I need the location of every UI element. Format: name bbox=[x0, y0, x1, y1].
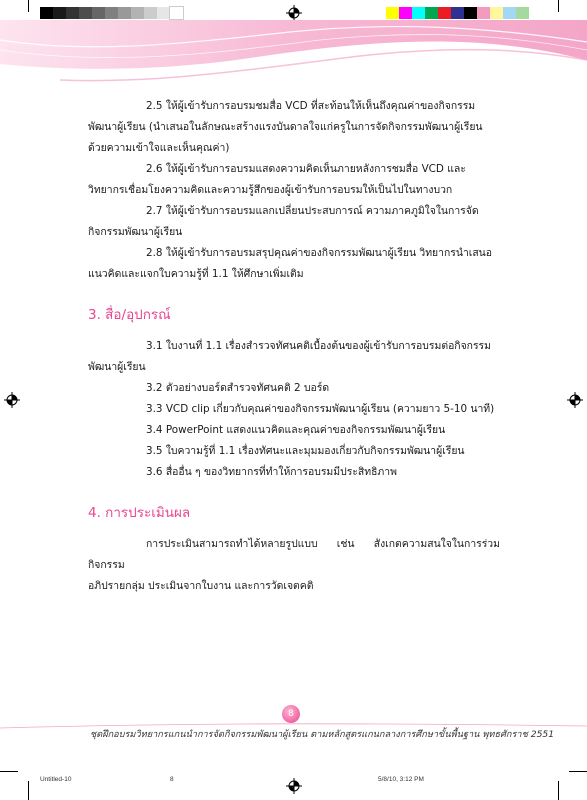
crop-mark bbox=[0, 771, 18, 772]
color-swatch bbox=[477, 7, 490, 19]
paragraph-line: การประเมินสามารถทำได้หลายรูปแบบ เช่น สังเกตความสนใจในการร่วมกิจกรรม bbox=[88, 538, 500, 571]
footer-caption: ชุดฝึกอบรมวิทยากรแกนนำการจัดกิจกรรมพัฒนาผู้เรียน ตามหลักสูตรแกนกลางการศึกษาขั้นพื้นฐาน พุทธศักราช 2551 bbox=[90, 729, 555, 740]
color-swatch bbox=[170, 7, 183, 19]
list-item: 3.4 PowerPoint แสดงแนวคิดและคุณค่าของกิจกรรมพัฒนาผู้เรียน bbox=[146, 424, 446, 436]
paragraph-line: กิจกรรมพัฒนาผู้เรียน bbox=[88, 226, 183, 238]
paragraph-line: อภิปรายกลุ่ม ประเมินจากใบงาน และการวัดเจตคติ bbox=[88, 580, 314, 592]
color-swatch bbox=[464, 7, 477, 19]
list-item-continuation: พัฒนาผู้เรียน bbox=[88, 361, 146, 373]
color-swatch bbox=[66, 7, 79, 19]
paragraph-2-5 bbox=[88, 96, 500, 159]
color-swatch bbox=[386, 7, 399, 19]
registration-mark-right bbox=[567, 392, 583, 408]
crop-mark bbox=[558, 0, 559, 12]
page-number: 8 bbox=[288, 709, 294, 719]
color-swatch bbox=[451, 7, 464, 19]
registration-mark-left bbox=[4, 392, 20, 408]
color-swatch bbox=[399, 7, 412, 19]
list-item: 3.1 ใบงานที่ 1.1 เรื่องสำรวจทัศนคติเบื้องต้นของผู้เข้ารับการอบรมต่อกิจกรรม bbox=[146, 340, 491, 352]
color-swatch bbox=[40, 7, 53, 19]
color-swatch bbox=[131, 7, 144, 19]
list-item: 3.3 VCD clip เกี่ยวกับคุณค่าของกิจกรรมพัฒนาผู้เรียน (ความยาว 5-10 นาที) bbox=[146, 403, 495, 415]
crop-mark bbox=[28, 0, 29, 12]
color-bar-process bbox=[386, 7, 529, 19]
paragraph-2-7 bbox=[88, 201, 500, 243]
color-swatch bbox=[53, 7, 66, 19]
slug-date: 5/8/10, 3:12 PM bbox=[378, 776, 424, 783]
list-item: 3.6 สื่ออื่น ๆ ของวิทยากรที่ทำให้การอบรมมีประสิทธิภาพ bbox=[146, 466, 397, 478]
registration-mark-top bbox=[286, 5, 302, 21]
color-bar-grayscale bbox=[40, 7, 183, 19]
crop-mark bbox=[569, 771, 587, 772]
page-number-badge bbox=[282, 705, 300, 723]
slug-page: 8 bbox=[170, 776, 174, 783]
paragraph-line: วิทยากรเชื่อมโยงความคิดและความรู้สึกของผู้เข้ารับการอบรมให้เป็นไปในทางบวก bbox=[88, 184, 453, 196]
crop-mark bbox=[28, 781, 29, 800]
color-swatch bbox=[118, 7, 131, 19]
color-swatch bbox=[144, 7, 157, 19]
color-swatch bbox=[412, 7, 425, 19]
paragraph-2-6 bbox=[88, 159, 500, 201]
color-swatch bbox=[157, 7, 170, 19]
header-wave-decoration bbox=[0, 20, 587, 100]
color-swatch bbox=[105, 7, 118, 19]
section-heading-evaluation: 4. การประเมินผล bbox=[88, 505, 191, 521]
color-swatch bbox=[438, 7, 451, 19]
slug-filename: Untitled-10 bbox=[40, 776, 72, 783]
paragraph-line: 2.5 ให้ผู้เข้ารับการอบรมชมสื่อ VCD ที่สะท้อนให้เห็นถึงคุณค่าของกิจกรรม bbox=[146, 100, 476, 112]
color-swatch bbox=[490, 7, 503, 19]
registration-mark-bottom bbox=[286, 778, 302, 794]
paragraph-line: พัฒนาผู้เรียน (นำเสนอในลักษณะสร้างแรงบันดาลใจแก่ครูในการจัดกิจกรรมพัฒนาผู้เรียน bbox=[88, 121, 483, 133]
list-item: 3.5 ใบความรู้ที่ 1.1 เรื่องทัศนะและมุมมองเกี่ยวกับกิจกรรมพัฒนาผู้เรียน bbox=[146, 445, 465, 457]
paragraph-line: 2.7 ให้ผู้เข้ารับการอบรมแลกเปลี่ยนประสบการณ์ ความภาคภูมิใจในการจัด bbox=[146, 205, 479, 217]
color-swatch bbox=[92, 7, 105, 19]
paragraph-line: 2.8 ให้ผู้เข้ารับการอบรมสรุปคุณค่าของกิจกรรมพัฒนาผู้เรียน วิทยากรนำเสนอ bbox=[146, 247, 493, 259]
document-body bbox=[88, 96, 500, 597]
color-swatch bbox=[79, 7, 92, 19]
paragraph-2-8 bbox=[88, 243, 500, 285]
color-swatch bbox=[516, 7, 529, 19]
paragraph-line: ด้วยความเข้าใจและเห็นคุณค่า) bbox=[88, 142, 230, 154]
paragraph-line: แนวคิดและแจกใบความรู้ที่ 1.1 ให้ศึกษาเพิ่มเติม bbox=[88, 268, 304, 280]
crop-mark bbox=[558, 781, 559, 800]
color-swatch bbox=[503, 7, 516, 19]
color-swatch bbox=[425, 7, 438, 19]
paragraph-line: 2.6 ให้ผู้เข้ารับการอบรมแสดงความคิดเห็นภายหลังการชมสื่อ VCD และ bbox=[146, 163, 466, 175]
list-item: 3.2 ตัวอย่างบอร์ดสำรวจทัศนคติ 2 บอร์ด bbox=[146, 382, 330, 394]
section-heading-media: 3. สื่อ/อุปกรณ์ bbox=[88, 307, 171, 323]
